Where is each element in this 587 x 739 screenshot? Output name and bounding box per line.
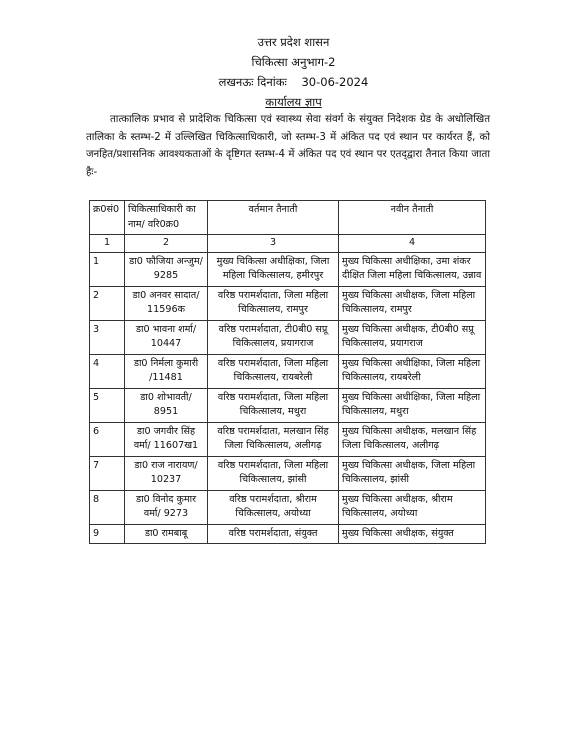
cell-new-posting: मुख्य चिकित्सा अधीक्षक, जिला महिला चिकित्सालय, झांसी <box>339 456 486 490</box>
cell-current-posting: वरिष्ठ परामर्शदाता, टी0बी0 सप्रू चिकित्सालय, प्रयागराज <box>208 320 339 354</box>
cell-serial: 8 <box>90 490 125 524</box>
table-row <box>90 388 486 422</box>
table-row <box>90 456 486 490</box>
cell-new-posting: मुख्य चिकित्सा अधीक्षक, मलखान सिंह जिला चिकित्सालय, अलीगढ़ <box>339 422 486 456</box>
cell-officer-name: डा0 अनवर सादात/ 11596क <box>125 286 208 320</box>
header-serial: क्र0सं0 <box>90 201 125 235</box>
cell-new-posting: मुख्य चिकित्सा अधीक्षिका, जिला महिला चिकित्सालय, रायबरेली <box>339 354 486 388</box>
table-row <box>90 490 486 524</box>
header-current-posting: वर्तमान तैनाती <box>208 201 339 235</box>
posting-table <box>89 200 486 544</box>
date-line: लखनऊः दिनांकः 30-06-2024 <box>218 75 369 89</box>
cell-current-posting: मुख्य चिकित्सा अधीक्षिका, जिला महिला चिकित्सालय, हमीरपुर <box>208 252 339 286</box>
cell-officer-name: डा0 भावना शर्मा/ 10447 <box>125 320 208 354</box>
header-officer-name: चिकित्साधिकारी का नाम/ वरि0क्र0 <box>125 201 208 235</box>
cell-serial: 3 <box>90 320 125 354</box>
column-number-row <box>90 235 486 253</box>
table-row <box>90 524 486 544</box>
cell-serial: 7 <box>90 456 125 490</box>
table-row <box>90 252 486 286</box>
column-number: 4 <box>339 235 486 253</box>
cell-officer-name: डा0 निर्मला कुमारी /11481 <box>125 354 208 388</box>
cell-new-posting: मुख्य चिकित्सा अधीक्षक, संयुक्त <box>339 524 486 544</box>
cell-serial: 1 <box>90 252 125 286</box>
document-title: कार्यालय ज्ञाप <box>265 95 322 109</box>
cell-current-posting: वरिष्ठ परामर्शदाता, मलखान सिंह जिला चिकित्सालय, अलीगढ़ <box>208 422 339 456</box>
cell-current-posting: वरिष्ठ परामर्शदाता, जिला महिला चिकित्सालय, रामपुर <box>208 286 339 320</box>
cell-officer-name: डा0 फौजिया अन्जुम/ 9285 <box>125 252 208 286</box>
cell-new-posting: मुख्य चिकित्सा अधीक्षिका, उमा शंकर दीक्षित जिला महिला चिकित्सालय, उन्नाव <box>339 252 486 286</box>
cell-current-posting: वरिष्ठ परामर्शदाता, जिला महिला चिकित्सालय, झांसी <box>208 456 339 490</box>
cell-serial: 4 <box>90 354 125 388</box>
table-row <box>90 422 486 456</box>
cell-officer-name: डा0 विनोद कुमार वर्मा/ 9273 <box>125 490 208 524</box>
department-heading: चिकित्सा अनुभाग-2 <box>251 55 336 69</box>
order-paragraph: तात्कालिक प्रभाव से प्रादेशिक चिकित्सा एवं स्वास्थ्य सेवा संवर्ग के संयुक्त निदेशक ग्रेड के अधोलिखित तालिका के स्तम्भ-2 में उल्लिखित चिकित्साधिकारी, जो स्तम्भ-3 में अंकित पद एवं स्थान पर कार्यरत हैं, को जनहित/प्रशासनिक आवश्यकताओं के दृष्टिगत स्तम्भ-4 में अंकित पद एवं स्थान पर एतद्‌द्वारा तैनात किया जाता हैः- <box>86 114 490 178</box>
cell-current-posting: वरिष्ठ परामर्शदाता, संयुक्त <box>208 524 339 544</box>
table-header-row <box>90 201 486 235</box>
table-row <box>90 286 486 320</box>
table-body <box>90 252 486 544</box>
cell-new-posting: मुख्य चिकित्सा अधीक्षक, जिला महिला चिकित्सालय, रामपुर <box>339 286 486 320</box>
government-heading: उत्तर प्रदेश शासन <box>257 35 330 49</box>
cell-current-posting: वरिष्ठ परामर्शदाता, श्रीराम चिकित्सालय, अयोध्या <box>208 490 339 524</box>
cell-serial: 5 <box>90 388 125 422</box>
header-new-posting: नवीन तैनाती <box>339 201 486 235</box>
cell-new-posting: मुख्य चिकित्सा अधीक्षक, श्रीराम चिकित्सालय, अयोध्या <box>339 490 486 524</box>
cell-officer-name: डा0 राज नारायण/ 10237 <box>125 456 208 490</box>
cell-new-posting: मुख्य चिकित्सा अधीक्षक, टी0बी0 सप्रू चिकित्सालय, प्रयागराज <box>339 320 486 354</box>
cell-serial: 9 <box>90 524 125 544</box>
column-number: 2 <box>125 235 208 253</box>
cell-current-posting: वरिष्ठ परामर्शदाता, जिला महिला चिकित्सालय, मथुरा <box>208 388 339 422</box>
column-number: 3 <box>208 235 339 253</box>
table-row <box>90 354 486 388</box>
table-row <box>90 320 486 354</box>
cell-officer-name: डा0 रामबाबू <box>125 524 208 544</box>
cell-serial: 6 <box>90 422 125 456</box>
cell-serial: 2 <box>90 286 125 320</box>
cell-officer-name: डा0 जगवीर सिंह वर्मा/ 11607ख1 <box>125 422 208 456</box>
cell-current-posting: वरिष्ठ परामर्शदाता, जिला महिला चिकित्सालय, रायबरेली <box>208 354 339 388</box>
cell-officer-name: डा0 शोभावती/ 8951 <box>125 388 208 422</box>
cell-new-posting: मुख्य चिकित्सा अधीक्षिका, जिला महिला चिकित्सालय, मथुरा <box>339 388 486 422</box>
column-number: 1 <box>90 235 125 253</box>
